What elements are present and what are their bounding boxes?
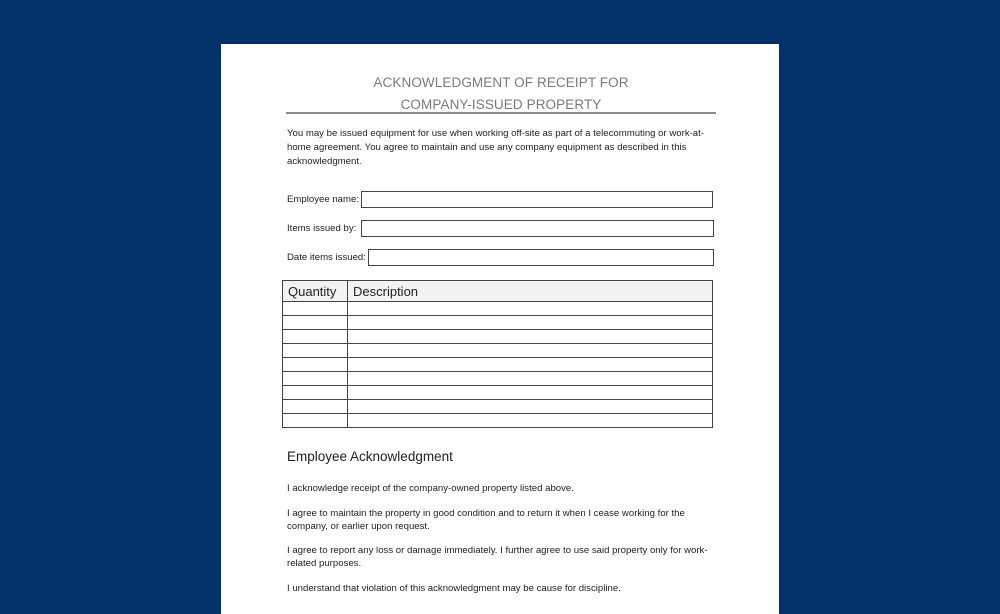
date-issued-row [287,248,714,267]
table-body [283,302,713,428]
quantity-cell[interactable] [283,414,348,428]
ack-paragraph-4: I understand that violation of this acknowledgment may be cause for discipline. [287,583,621,594]
description-header: Description [348,281,713,302]
acknowledgment-heading: Employee Acknowledgment [287,449,453,464]
description-cell[interactable] [348,358,713,372]
table-row [283,316,713,330]
ack-paragraph-3: I agree to report any loss or damage immediately. I further agree to use said property only for work-related purposes. [287,545,708,569]
table-row [283,414,713,428]
table-row [283,330,713,344]
issued-by-label: Items issued by: [287,223,357,234]
date-issued-field[interactable] [368,249,714,266]
items-table [282,280,713,428]
description-cell[interactable] [348,316,713,330]
table-row [283,344,713,358]
table-header-row [283,281,713,302]
description-cell[interactable] [348,330,713,344]
employee-name-label: Employee name: [287,194,359,205]
quantity-cell[interactable] [283,358,348,372]
title-line-2: COMPANY-ISSUED PROPERTY [400,97,602,112]
description-cell[interactable] [348,400,713,414]
quantity-cell[interactable] [283,302,348,316]
table-row [283,358,713,372]
employee-name-row [287,190,713,209]
title-underline [286,112,716,114]
quantity-header: Quantity [283,281,348,302]
quantity-cell[interactable] [283,330,348,344]
document-title [286,72,716,116]
document-page [221,44,779,614]
description-cell[interactable] [348,344,713,358]
table-row [283,302,713,316]
description-cell[interactable] [348,302,713,316]
title-line-1: ACKNOWLEDGMENT OF RECEIPT FOR [373,75,629,90]
quantity-cell[interactable] [283,400,348,414]
date-issued-label: Date items issued: [287,252,366,263]
issued-by-field[interactable] [361,220,714,237]
issued-by-row [287,219,714,238]
description-cell[interactable] [348,372,713,386]
ack-paragraph-1: I acknowledge receipt of the company-owned property listed above. [287,483,574,494]
table-row [283,400,713,414]
table-row [283,372,713,386]
table-row [283,386,713,400]
intro-paragraph: You may be issued equipment for use when working off-site as part of a telecommuting or work-at-home agreement. You agree to maintain and use any company equipment as described in this acknowledgment. [287,128,705,167]
quantity-cell[interactable] [283,316,348,330]
quantity-cell[interactable] [283,386,348,400]
quantity-cell[interactable] [283,344,348,358]
description-cell[interactable] [348,414,713,428]
description-cell[interactable] [348,386,713,400]
ack-paragraph-2: I agree to maintain the property in good condition and to return it when I cease working for the company, or earlier upon request. [287,508,685,532]
quantity-cell[interactable] [283,372,348,386]
employee-name-field[interactable] [361,191,713,208]
